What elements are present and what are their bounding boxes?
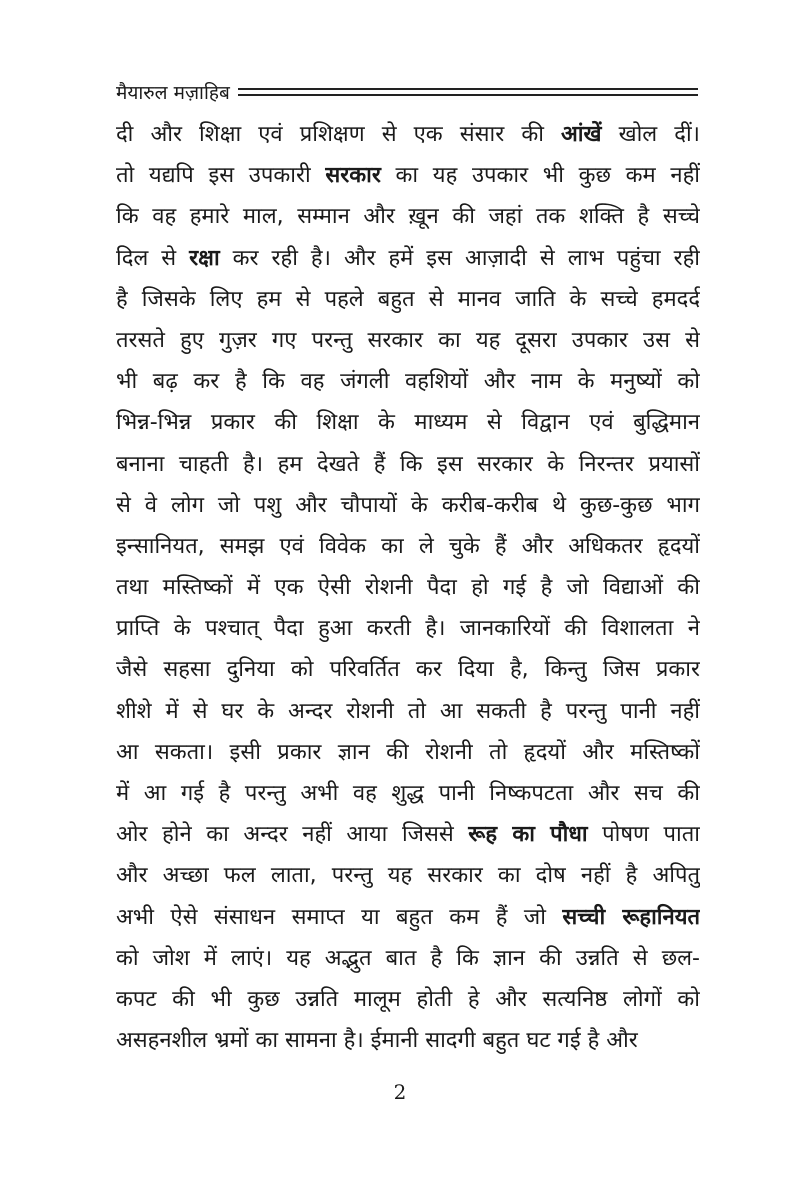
- text-run: जैसे सहसा दुनिया को परिवर्तित कर दिया है, किन्तु जिस प्रकार: [116, 657, 700, 683]
- text-run: पोषण पाता: [587, 822, 700, 848]
- text-run: का यह उपकार भी कुछ कम नहीं: [380, 163, 700, 189]
- text-run: प्राप्ति के पश्चात् पैदा हुआ करती है। जानकारियों की विशालता ने: [116, 616, 700, 642]
- bold-phrase: रक्षा: [189, 245, 220, 271]
- bold-phrase: रूह का पौधा: [468, 822, 588, 848]
- text-line: [116, 238, 700, 279]
- text-run: शीशे में से घर के अन्दर रोशनी तो आ सकती है परन्तु पानी नहीं: [116, 698, 700, 724]
- text-run: असहनशील भ्रमों का सामना है। ईमानी सादगी बहुत घट गई है और: [116, 1028, 638, 1054]
- text-run: अभी ऐसे संसाधन समाप्त या बहुत कम हैं जो: [116, 904, 563, 930]
- text-line: [116, 526, 700, 567]
- text-run: बनाना चाहती है। हम देखते हैं कि इस सरकार के निरन्तर प्रयासों: [116, 451, 700, 477]
- text-run: से वे लोग जो पशु और चौपायों के करीब-करीब थे कुछ-कुछ भाग: [116, 492, 700, 518]
- text-run: कि वह हमारे माल, सम्मान और ख़ून की जहां तक शक्ति है सच्चे: [116, 204, 700, 230]
- text-line: [116, 320, 700, 361]
- text-run: भी बढ़ कर है कि वह जंगली वहशियों और नाम के मनुष्यों को: [116, 369, 700, 395]
- page-number: 2: [393, 1080, 407, 1104]
- text-run: खोल दीं।: [601, 122, 700, 147]
- text-line: [116, 485, 700, 526]
- text-run: को जोश में लाएं। यह अद्भुत बात है कि ज्ञान की उन्नति से छल-: [116, 945, 700, 971]
- text-run: आ सकता। इसी प्रकार ज्ञान की रोशनी तो हृदयों और मस्तिष्कों: [116, 739, 700, 765]
- header-double-rule: [238, 88, 698, 96]
- text-line: [116, 361, 700, 402]
- text-line: [116, 979, 700, 1020]
- text-line: [116, 773, 700, 814]
- text-line: [116, 1020, 700, 1061]
- text-run: है जिसके लिए हम से पहले बहुत से मानव जाति के सच्चे हमदर्द: [116, 286, 700, 312]
- text-run: भिन्न-भिन्न प्रकार की शिक्षा के माध्यम से विद्वान एवं बुद्धिमान: [116, 410, 700, 436]
- text-run: कपट की भी कुछ उन्नति मालूम होती हे और सत्यनिष्ठ लोगों को: [116, 986, 700, 1012]
- text-line: [116, 402, 700, 443]
- text-run: इन्सानियत, समझ एवं विवेक का ले चुके हैं और अधिकतर हृदयों: [116, 533, 700, 559]
- text-run: में आ गई है परन्तु अभी वह शुद्ध पानी निष्कपटता और सच की: [116, 781, 700, 806]
- text-run: तरसते हुए गुज़र गए परन्तु सरकार का यह दूसरा उपकार उस से: [116, 327, 700, 353]
- text-line: [116, 155, 700, 196]
- text-run: दी और शिक्षा एवं प्रशिक्षण से एक संसार की: [116, 122, 561, 147]
- header-title: मैयारुल मज़ाहिब: [116, 82, 230, 104]
- text-line: [116, 732, 700, 773]
- text-run: दिल से: [116, 245, 190, 271]
- body-text: [116, 114, 700, 1061]
- text-run: और अच्छा फल लाता, परन्तु यह सरकार का दोष नहीं है अपितु: [116, 863, 700, 889]
- running-header: [116, 78, 698, 106]
- text-line: [116, 567, 700, 608]
- text-run: ओर होने का अन्दर नहीं आया जिससे: [116, 822, 469, 848]
- bold-phrase: सच्ची रूहानियत: [562, 904, 700, 930]
- bold-phrase: सरकार: [325, 163, 381, 189]
- text-line: [116, 444, 700, 485]
- text-line: [116, 649, 700, 690]
- text-line: [116, 196, 700, 237]
- text-line: [116, 855, 700, 896]
- text-run: कर रही है। और हमें इस आज़ादी से लाभ पहुंचा रही: [219, 245, 700, 271]
- text-line: [116, 279, 700, 320]
- text-line: [116, 814, 700, 855]
- text-line: [116, 114, 700, 155]
- text-line: [116, 938, 700, 979]
- text-line: [116, 608, 700, 649]
- bold-phrase: आंखें: [561, 122, 602, 147]
- text-run: तो यद्यपि इस उपकारी: [116, 163, 326, 189]
- text-run: तथा मस्तिष्कों में एक ऐसी रोशनी पैदा हो गई है जो विद्याओं की: [116, 575, 700, 601]
- text-line: [116, 897, 700, 938]
- text-line: [116, 691, 700, 732]
